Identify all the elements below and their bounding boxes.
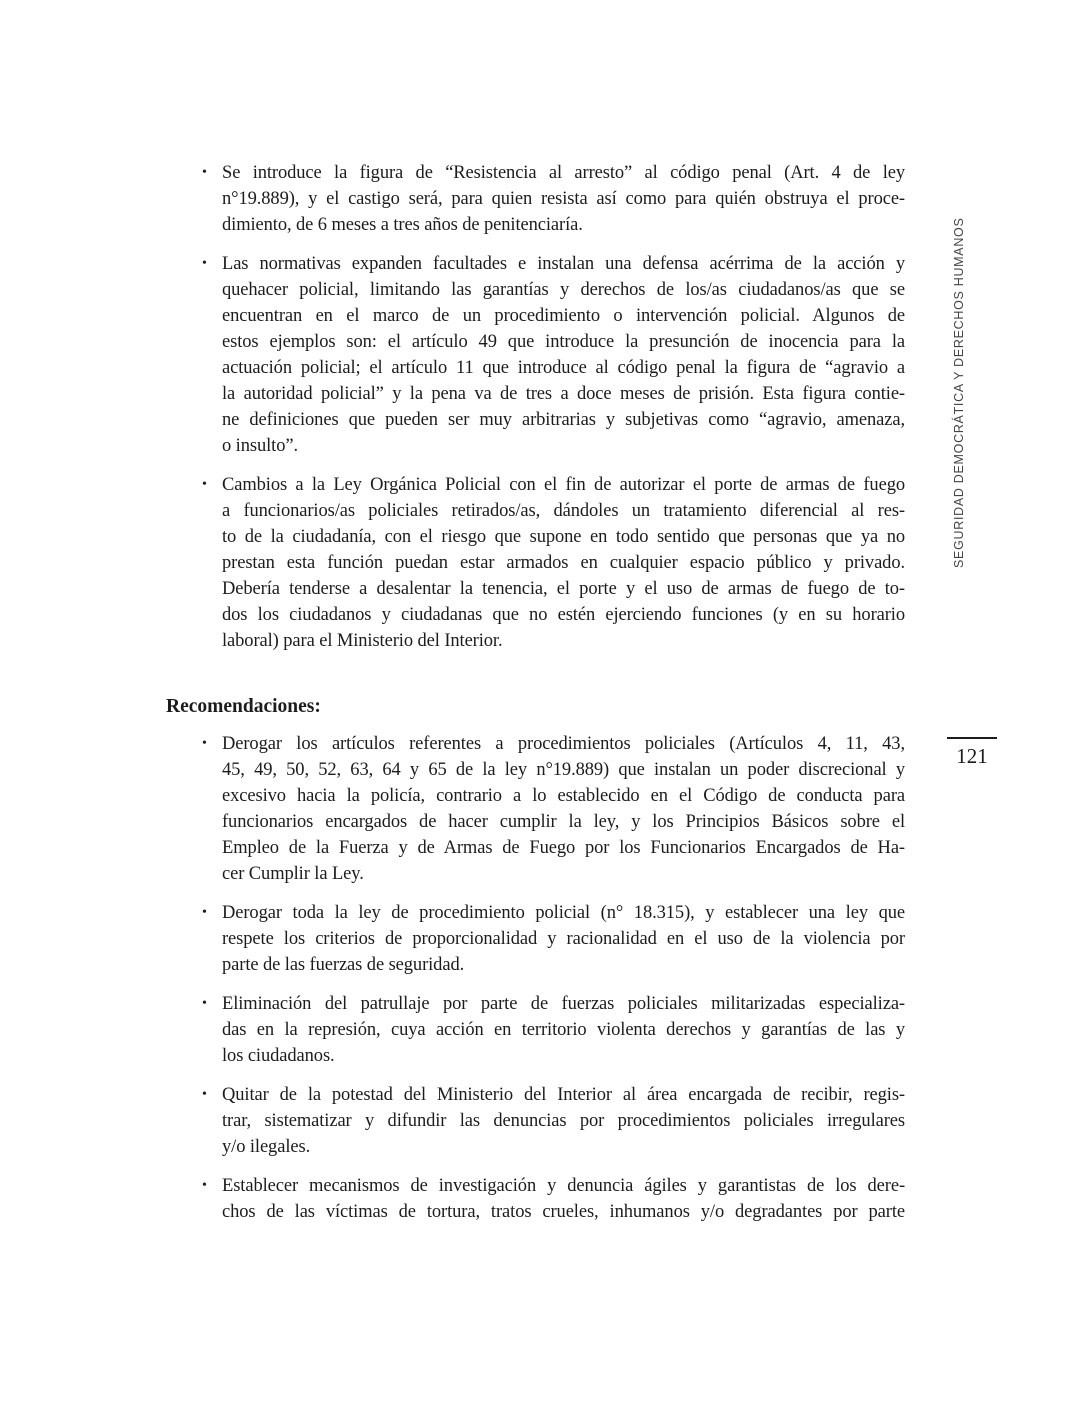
text-line: estos ejemplos son: el artículo 49 que introduce la presunción de inocencia para la: [222, 332, 905, 352]
text-line: trar, sistematizar y difundir las denuncias por procedimientos policiales irregulares: [222, 1111, 905, 1131]
bullet-item: [166, 1082, 905, 1160]
bullet-dot-icon: •: [202, 477, 207, 492]
text-line: Eliminación del patrullaje por parte de fuerzas policiales militarizadas especializa-: [222, 994, 905, 1014]
bullet-dot-icon: •: [202, 165, 207, 180]
bullet-text: [222, 251, 905, 459]
bullet-item: [166, 472, 905, 654]
bullet-dot-icon: •: [202, 1087, 207, 1102]
text-line: dimiento, de 6 meses a tres años de penitenciaría.: [222, 215, 583, 235]
text-line: quehacer policial, limitando las garantías y derechos de los/as ciudadanos/as que se: [222, 280, 905, 300]
text-line: 45, 49, 50, 52, 63, 64 y 65 de la ley n°19.889) que instalan un poder discrecional y: [222, 760, 905, 780]
sidebar-vertical-label: SEGURIDAD DEMOCRÁTICA Y DERECHOS HUMANOS: [952, 217, 966, 568]
text-line: o insulto”.: [222, 436, 298, 456]
bullet-dot-icon: •: [202, 996, 207, 1011]
recommendations-heading: Recomendaciones:: [166, 696, 321, 717]
page-number: 121: [947, 737, 997, 769]
text-line: n°19.889), y el castigo será, para quien resista así como para quién obstruya el proce-: [222, 189, 905, 209]
text-line: Quitar de la potestad del Ministerio del Interior al área encargada de recibir, regis-: [222, 1085, 905, 1105]
text-line: a funcionarios/as policiales retirados/as, dándoles un tratamiento diferencial al res-: [222, 501, 905, 521]
bullet-item: [166, 731, 905, 887]
bullet-text: [222, 1082, 905, 1160]
bullet-text: [222, 1173, 905, 1225]
bullet-item: [166, 900, 905, 978]
text-line: respete los criterios de proporcionalidad y racionalidad en el uso de la violencia por: [222, 929, 905, 949]
bullet-text: [222, 900, 905, 978]
text-line: parte de las fuerzas de seguridad.: [222, 955, 465, 975]
text-line: excesivo hacia la policía, contrario a lo establecido en el Código de conducta para: [222, 786, 905, 806]
text-line: laboral) para el Ministerio del Interior.: [222, 631, 503, 651]
bullet-item: [166, 1173, 905, 1225]
bullet-dot-icon: •: [202, 256, 207, 271]
bullet-dot-icon: •: [202, 905, 207, 920]
bullet-text: [222, 991, 905, 1069]
text-line: Las normativas expanden facultades e instalan una defensa acérrima de la acción y: [222, 254, 905, 274]
text-line: dos los ciudadanos y ciudadanas que no estén ejerciendo funciones (y en su horario: [222, 605, 905, 625]
bullet-item: [166, 160, 905, 238]
text-line: actuación policial; el artículo 11 que introduce al código penal la figura de “agravio a: [222, 358, 905, 378]
intro-bullet-list: [166, 160, 905, 654]
text-line: cer Cumplir la Ley.: [222, 864, 364, 884]
text-line: y/o ilegales.: [222, 1137, 311, 1157]
bullet-dot-icon: •: [202, 736, 207, 751]
text-line: Establecer mecanismos de investigación y denuncia ágiles y garantistas de los dere-: [222, 1176, 905, 1196]
text-line: Cambios a la Ley Orgánica Policial con el fin de autorizar el porte de armas de fuego: [222, 475, 905, 495]
bullet-text: [222, 731, 905, 887]
text-line: Debería tenderse a desalentar la tenencia, el porte y el uso de armas de fuego de to-: [222, 579, 905, 599]
text-line: encuentran en el marco de un procedimiento o intervención policial. Algunos de: [222, 306, 905, 326]
recommendations-bullet-list: [166, 731, 905, 1225]
text-line: los ciudadanos.: [222, 1046, 335, 1066]
text-line: funcionarios encargados de hacer cumplir la ley, y los Principios Básicos sobre el: [222, 812, 905, 832]
text-line: chos de las víctimas de tortura, tratos crueles, inhumanos y/o degradantes por parte: [222, 1202, 905, 1222]
text-line: to de la ciudadanía, con el riesgo que supone en todo sentido que personas que ya no: [222, 527, 905, 547]
text-line: das en la represión, cuya acción en territorio violenta derechos y garantías de las y: [222, 1020, 905, 1040]
text-line: Derogar los artículos referentes a procedimientos policiales (Artículos 4, 11, 43,: [222, 734, 905, 754]
bullet-item: [166, 251, 905, 459]
bullet-item: [166, 991, 905, 1069]
text-line: ne definiciones que pueden ser muy arbitrarias y subjetivas como “agravio, amenaza,: [222, 410, 905, 430]
bullet-text: [222, 472, 905, 654]
content-column: [166, 160, 905, 1238]
text-line: prestan esta función puedan estar armados en cualquier espacio público y privado.: [222, 553, 905, 573]
bullet-dot-icon: •: [202, 1178, 207, 1193]
text-line: la autoridad policial” y la pena va de tres a doce meses de prisión. Esta figura contie-: [222, 384, 905, 404]
text-line: Empleo de la Fuerza y de Armas de Fuego por los Funcionarios Encargados de Ha-: [222, 838, 905, 858]
text-line: Derogar toda la ley de procedimiento policial (n° 18.315), y establecer una ley que: [222, 903, 905, 923]
bullet-text: [222, 160, 905, 238]
text-line: Se introduce la figura de “Resistencia al arresto” al código penal (Art. 4 de ley: [222, 163, 905, 183]
